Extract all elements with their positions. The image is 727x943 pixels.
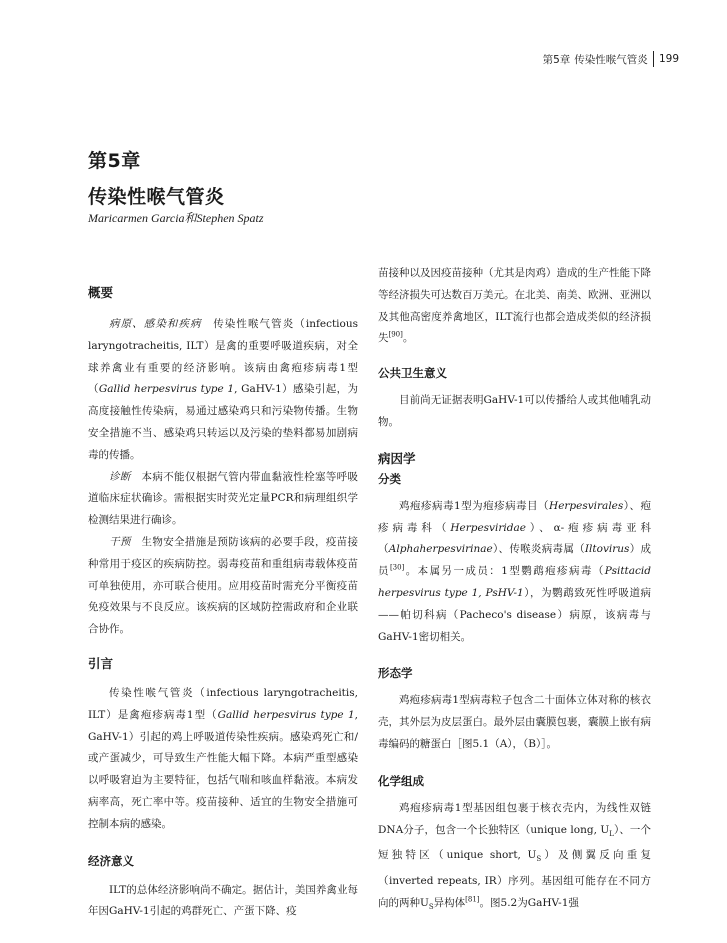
chapter-title: 传染性喉气管炎 [88,186,225,208]
paragraph-morphology: 鸡疱疹病毒1型病毒粒子包含二十面体立体对称的核衣壳，其外层为皮层蛋白。最外层由囊膜包裹，囊膜上嵌有病毒编码的糖蛋白［图5.1（A），（B）］。 [378,694,651,750]
header-divider [653,51,654,67]
authors: Maricarmen Garcia和Stephen Spatz [88,211,264,225]
lead-intervention: 干预 [109,535,131,548]
heading-morphology: 形态学 [378,666,413,681]
chapter-label: 第5章 [88,150,141,172]
page-number: 199 [658,53,679,65]
heading-economic: 经济意义 [88,853,134,868]
paragraph-intervention: 干预 生物安全措施是预防该病的必要手段，疫苗接种常用于疫区的疾病防控。弱毒疫苗和重组病毒载体疫苗可单独使用，亦可联合使用。应用疫苗时需充分平衡疫苗免疫效果与不良反应。该疾病的区域防控需政府和企业联合协作。 [88,535,359,636]
lead-diagnosis: 诊断 [109,470,131,483]
paragraph-introduction: 传染性喉气管炎（infectious laryngotracheitis, ILT）是禽疱疹病毒1型（Gallid herpesvirus type 1, GaHV-1）引起的鸡上呼吸道传染性疾病。感染鸡死亡和/或产蛋减少，可导致生产性能大幅下降。本病严重型感染以呼吸窘迫为主要特征，包括气喘和咳血样黏液。本病发病率高，死亡率中等。疫苗接种、适宜的生物安全措施可控制本病的感染。 [88,686,358,830]
header-chapter: 第5章 [542,53,571,66]
left-column [88,284,358,923]
paragraph-economic: ILT的总体经济影响尚不确定。据估计，美国养禽业每年因GaHV-1引起的鸡群死亡、产蛋下降、疫 [88,883,358,918]
running-header [543,50,679,68]
heading-introduction: 引言 [88,655,114,671]
paragraph-etiology-summary: 病原、感染和疾病 传染性喉气管炎（infectious laryngotracheitis, ILT）是禽的重要呼吸道疾病，对全球养禽业有重要的经济影响。该病由禽疱疹病毒1型（Gallid herpesvirus type 1, GaHV-1）感染引起，为高度接触性传染病，易通过感染鸡只和污染物传播。生物安全措施不当、感染鸡只转运以及污染的垫料都易加剧病毒的传播。 [88,318,359,461]
header-title: 传染性喉气管炎 [574,53,648,66]
paragraph-chemical-composition: 鸡疱疹病毒1型基因组包裹于核衣壳内，为线性双链DNA分子，包含一个长独特区（unique long, $U_L$）、一个短独特区（unique short, $U_S$）及侧翼反向重复（inverted repeats, IR）序列。基因组可能存在不同方向的两种$U_S$异构体[81]。图5.2为GaHV-1强 [378,801,652,912]
paragraph-diagnosis: 诊断 本病不能仅根据气管内带血黏液性栓塞等呼吸道临床症状确诊。需根据实时荧光定量PCR和病理组织学检测结果进行确诊。 [88,470,359,527]
heading-public-health: 公共卫生意义 [378,366,447,381]
heading-chemical-composition: 化学组成 [378,773,424,788]
lead-pathogen: 病原、感染和疾病 [109,318,202,330]
heading-classification: 分类 [378,471,401,486]
right-column [378,263,651,919]
paragraph-classification: 鸡疱疹病毒1型为疱疹病毒目（Herpesvirales）、疱疹病毒科（Herpesviridae）、α-疱疹病毒亚科（Alphaherpesvirinae）、传喉炎病毒属（Iltovirus）成员[30]。本属另一成员：1型鹦鹉疱疹病毒（Psittacid herpesvirus type 1, PsHV-1），为鹦鹉致死性呼吸道病——帕切科病（Pacheco's disease）病原，该病毒与GaHV-1密切相关。 [378,499,652,643]
heading-etiology: 病因学 [378,450,416,466]
heading-summary: 概要 [88,285,114,300]
paragraph-public-health: 目前尚无证据表明GaHV-1可以传播给人或其他哺乳动物。 [378,394,651,428]
paragraph-economic-cont: 苗接种以及因疫苗接种（尤其是肉鸡）造成的生产性能下降等经济损失可达数百万美元。在北美、南美、欧洲、亚洲以及其他高密度养禽地区，ILT流行也都会造成类似的经济损失[90]。 [378,267,651,345]
